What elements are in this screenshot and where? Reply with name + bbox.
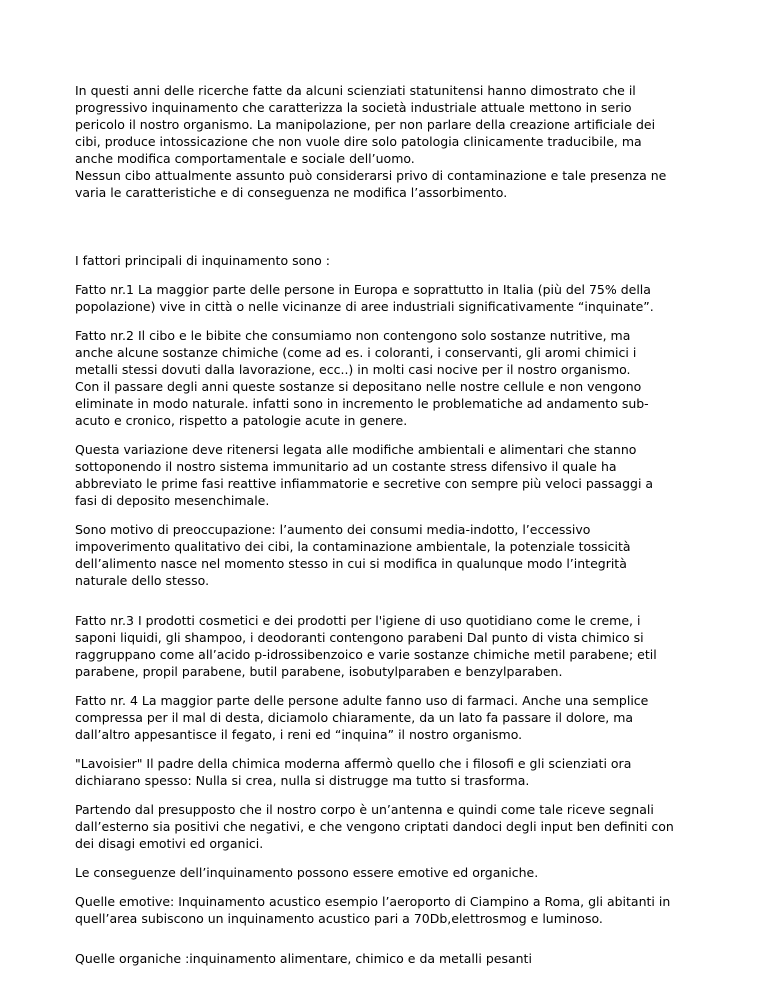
text-line: Partendo dal presupposto che il nostro corpo è un’antenna e quindi come tale riceve segnali [75, 802, 654, 817]
paragraph-emotive [75, 893, 705, 927]
text-line: raggruppano come all’acido p-idrossibenzoico e varie sostanze chimiche metil parabene; etil [75, 647, 657, 662]
text-line: I fattori principali di inquinamento sono : [75, 253, 330, 268]
paragraph-factors-heading [75, 252, 705, 269]
text-line: fasi di deposito mesenchimale. [75, 493, 270, 508]
text-line: metalli stessi dovuti dalla lavorazione, ecc..) in molti casi nocive per il nostro organismo. [75, 362, 631, 377]
text-line: Sono motivo di preoccupazione: l’aumento dei consumi media-indotto, l’eccessivo [75, 522, 591, 537]
text-line: anche modifica comportamentale e sociale dell’uomo. [75, 151, 415, 166]
text-line: Le conseguenze dell’inquinamento possono essere emotive ed organiche. [75, 865, 539, 880]
text-line: naturale dello stesso. [75, 573, 210, 588]
paragraph-fatto-3 [75, 612, 705, 680]
paragraph-variazione [75, 441, 705, 509]
text-line: Fatto nr.2 Il cibo e le bibite che consumiamo non contengono solo sostanze nutritive, ma [75, 328, 631, 343]
text-line: Questa variazione deve ritenersi legata alle modifiche ambientali e alimentari che stanno [75, 442, 637, 457]
text-line: saponi liquidi, gli shampoo, i deodoranti contengono parabeni Dal punto di vista chimico si [75, 630, 644, 645]
text-line: cibi, produce intossicazione che non vuole dire solo patologia clinicamente traducibile, ma [75, 134, 642, 149]
text-line: dell’alimento nasce nel momento stesso in cui si modifica in qualunque modo l’integrità [75, 556, 627, 571]
paragraph-fatto-1 [75, 281, 705, 315]
text-line: progressivo inquinamento che caratterizza la società industriale attuale mettono in serio [75, 100, 632, 115]
paragraph-intro [75, 82, 705, 201]
paragraph-conseguenze [75, 864, 705, 881]
text-line: pericolo il nostro organismo. La manipolazione, per non parlare della creazione artificiale dei [75, 117, 656, 132]
text-line: compressa per il mal di desta, diciamolo chiaramente, da un lato fa passare il dolore, ma [75, 710, 634, 725]
text-line: dall’esterno sia positivi che negativi, e che vengono criptati dandoci degli input ben definiti con [75, 819, 674, 834]
paragraph-lavoisier [75, 755, 705, 789]
text-line: Quelle emotive: Inquinamento acustico esempio l’aeroporto di Ciampino a Roma, gli abitanti in [75, 894, 671, 909]
text-line: anche alcune sostanze chimiche (come ad es. i coloranti, i conservanti, gli aromi chimici i [75, 345, 637, 360]
paragraph-fatto-4 [75, 692, 705, 743]
text-line: eliminate in modo naturale. infatti sono in incremento le problematiche ad andamento sub- [75, 396, 649, 411]
text-line: parabene, propil parabene, butil parabene, isobutylparaben e benzylparaben. [75, 664, 563, 679]
paragraph-organiche [75, 950, 705, 967]
text-line: sottoponendo il nostro sistema immunitario ad un costante stress difensivo il quale ha [75, 459, 617, 474]
text-line: Nessun cibo attualmente assunto può considerarsi privo di contaminazione e tale presenza ne [75, 168, 667, 183]
text-line: dichiarano spesso: Nulla si crea, nulla si distrugge ma tutto si trasforma. [75, 773, 530, 788]
text-line: Fatto nr.3 I prodotti cosmetici e dei prodotti per l'igiene di uso quotidiano come le creme, i [75, 613, 641, 628]
text-line: Quelle organiche :inquinamento alimentare, chimico e da metalli pesanti [75, 951, 532, 966]
text-line: quell’area subiscono un inquinamento acustico pari a 70Db,elettrosmog e luminoso. [75, 911, 603, 926]
text-line: abbreviato le prime fasi reattive infiammatorie e secretive con sempre più veloci passaggi a [75, 476, 654, 491]
text-line: "Lavoisier" Il padre della chimica moderna affermò quello che i filosofi e gli scienziati ora [75, 756, 632, 771]
paragraph-fatto-2 [75, 327, 705, 429]
document-body [75, 82, 705, 967]
paragraph-preoccupazione [75, 521, 705, 589]
text-line: varia le caratteristiche e di conseguenza ne modifica l’assorbimento. [75, 185, 508, 200]
text-line: popolazione) vive in città o nelle vicinanze di aree industriali significativamente “inquinate”. [75, 299, 654, 314]
text-line: dall’altro appesantisce il fegato, i reni ed “inquina” il nostro organismo. [75, 727, 523, 742]
text-line: acuto e cronico, rispetto a patologie acute in genere. [75, 413, 408, 428]
text-line: impoverimento qualitativo dei cibi, la contaminazione ambientale, la potenziale tossicità [75, 539, 631, 554]
text-line: In questi anni delle ricerche fatte da alcuni scienziati statunitensi hanno dimostrato che il [75, 83, 636, 98]
paragraph-antenna [75, 801, 705, 852]
text-line: dei disagi emotivi ed organici. [75, 836, 264, 851]
text-line: Con il passare degli anni queste sostanze si depositano nelle nostre cellule e non vengono [75, 379, 642, 394]
text-line: Fatto nr.1 La maggior parte delle persone in Europa e soprattutto in Italia (più del 75% della [75, 282, 651, 297]
text-line: Fatto nr. 4 La maggior parte delle persone adulte fanno uso di farmaci. Anche una semplice [75, 693, 649, 708]
